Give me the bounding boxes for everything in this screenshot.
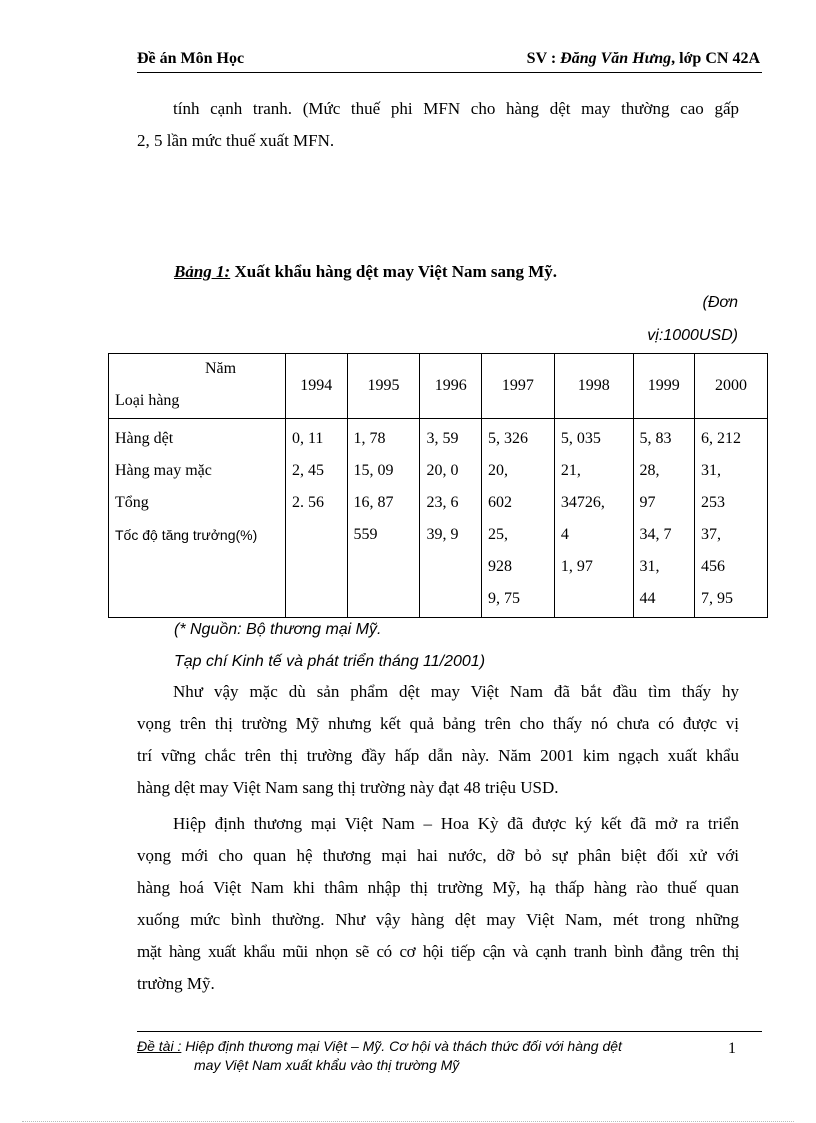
paragraph-line: Hiệp định thương mại Việt Nam – Hoa Kỳ đã được ký kết đã mở ra triển [173, 814, 739, 833]
table-value: 25, [487, 526, 508, 543]
table-value: 5, 326 [487, 430, 528, 447]
table-value: 31, [701, 462, 722, 479]
table-value: 39, 9 [426, 526, 459, 543]
footer-line-1 [137, 1038, 622, 1054]
year-column-1998 [554, 419, 633, 618]
year-column-2000 [695, 419, 768, 618]
table-value: 21, [560, 462, 581, 479]
table-corner-cell [109, 354, 286, 419]
row-label: Tổng [115, 494, 149, 511]
table-value: 456 [701, 558, 726, 575]
paragraph-2 [137, 808, 739, 1000]
footer-label: Đề tài : [137, 1038, 182, 1054]
table-value: 559 [353, 526, 378, 543]
table-value: 928 [487, 558, 512, 575]
table-value: 9, 75 [487, 590, 520, 607]
header-student-name: Đăng Văn Hưng [560, 50, 672, 67]
paragraph-line: vọng mới cho quan hệ thương mại hai nước, dỡ bỏ sự phân biệt đối xử với [137, 846, 739, 865]
intro-line-1: tính cạnh tranh. (Mức thuế phi MFN cho hàng dệt may thường cao gấp [173, 99, 739, 118]
table-value: 0, 11 [292, 430, 324, 447]
table-value: 28, [639, 462, 660, 479]
paragraph-line: vọng trên thị trường Mỹ nhưng kết quả bảng trên cho thấy nó chưa có được vị [137, 714, 739, 733]
year-column-1995 [347, 419, 420, 618]
year-header: 1999 [633, 354, 695, 419]
year-header: 1997 [481, 354, 554, 419]
year-header: 1998 [554, 354, 633, 419]
table-value: 31, [639, 558, 660, 575]
header-right [527, 50, 760, 68]
source-line-1: (* Nguồn: Bộ thương mại Mỹ. [174, 621, 382, 638]
export-table [108, 353, 768, 618]
table-value: 4 [560, 526, 569, 543]
table-caption-label: Bảng 1: [174, 262, 231, 281]
table-value: 23, 6 [426, 494, 459, 511]
table-value: 6, 212 [701, 430, 742, 447]
page-footer [137, 1031, 762, 1073]
table-value: 253 [701, 494, 726, 511]
paragraph-line: mặt hàng xuất khẩu mũi nhọn sẽ có cơ hội tiếp cận và cạnh tranh bình đẳng trên thị [137, 942, 739, 961]
intro-line-2: 2, 5 lần mức thuế xuất MFN. [137, 131, 335, 150]
footer-line-2: may Việt Nam xuất khẩu vào thị trường Mỹ [194, 1057, 460, 1073]
table-value: 34, 7 [639, 526, 672, 543]
year-column-1994 [286, 419, 348, 618]
row-label: Hàng dệt [115, 430, 174, 447]
paragraph-line: hàng hoá Việt Nam khi thâm nhập thị trường Mỹ, hạ thấp hàng rào thuế quan [137, 878, 739, 897]
table-value: 20, [487, 462, 508, 479]
unit-line-1: (Đơn [702, 294, 738, 311]
footer-title-part-1: Hiệp định thương mại Việt – Mỹ. Cơ hội và thách thức đối với hàng dệt [181, 1038, 622, 1054]
table-value: 16, 87 [353, 494, 394, 511]
table-caption-text: Xuất khẩu hàng dệt may Việt Nam sang Mỹ. [230, 262, 558, 281]
source-line-2: Tạp chí Kinh tế và phát triển tháng 11/2001) [174, 653, 486, 670]
header-class: , lớp CN 42A [671, 50, 760, 67]
unit-line-2: vị:1000USD) [647, 327, 738, 344]
table-value: 602 [487, 494, 512, 511]
table-value: 5, 035 [560, 430, 601, 447]
header-sv-label: SV : [526, 50, 561, 67]
page-header [137, 48, 762, 73]
table-value: 5, 83 [639, 430, 672, 447]
table-value: 1, 78 [353, 430, 386, 447]
row-label: Hàng may mặc [115, 462, 212, 479]
table-value: 2, 45 [292, 462, 324, 479]
paragraph-line: trí vững chắc trên thị trường đầy hấp dẫn này. Năm 2001 kim ngạch xuất khẩu [137, 746, 739, 765]
paragraph-line: xuống mức bình thường. Như vậy hàng dệt may Việt Nam, mét trong những [137, 910, 739, 929]
year-header: 1994 [286, 354, 348, 419]
table-value: 97 [639, 494, 656, 511]
page-edge-divider [22, 1121, 794, 1122]
paragraph-1 [137, 676, 739, 804]
table-value: 44 [639, 590, 656, 607]
paragraph-line: hàng dệt may Việt Nam sang thị trường này đạt 48 triệu USD. [137, 778, 559, 797]
table-value: 20, 0 [426, 462, 459, 479]
page-number: 1 [728, 1040, 736, 1057]
year-header: 2000 [695, 354, 768, 419]
table-value: 37, [701, 526, 722, 543]
table-caption [174, 262, 557, 282]
row-labels-cell [109, 419, 286, 618]
paragraph-line: trường Mỹ. [137, 974, 215, 993]
year-header: 1996 [420, 354, 482, 419]
table-value: 1, 97 [560, 558, 593, 575]
corner-type-label: Loại hàng [115, 392, 180, 409]
table-value: 34726, [560, 494, 605, 511]
row-label: Tốc độ tăng trưởng(%) [115, 527, 258, 543]
table-value: 2. 56 [292, 494, 324, 511]
header-left: Đề án Môn Học [137, 50, 245, 67]
table-value: 7, 95 [701, 590, 734, 607]
paragraph-line: Như vậy mặc dù sản phẩm dệt may Việt Nam đã bắt đầu tìm thấy hy [173, 682, 739, 701]
year-header: 1995 [347, 354, 420, 419]
table-body-row [109, 419, 768, 618]
table-value: 15, 09 [353, 462, 394, 479]
intro-paragraph [137, 93, 739, 157]
table-value: 3, 59 [426, 430, 459, 447]
year-column-1996 [420, 419, 482, 618]
corner-year-label: Năm [205, 360, 237, 377]
table-header-row [109, 354, 768, 419]
year-column-1997 [481, 419, 554, 618]
year-column-1999 [633, 419, 695, 618]
